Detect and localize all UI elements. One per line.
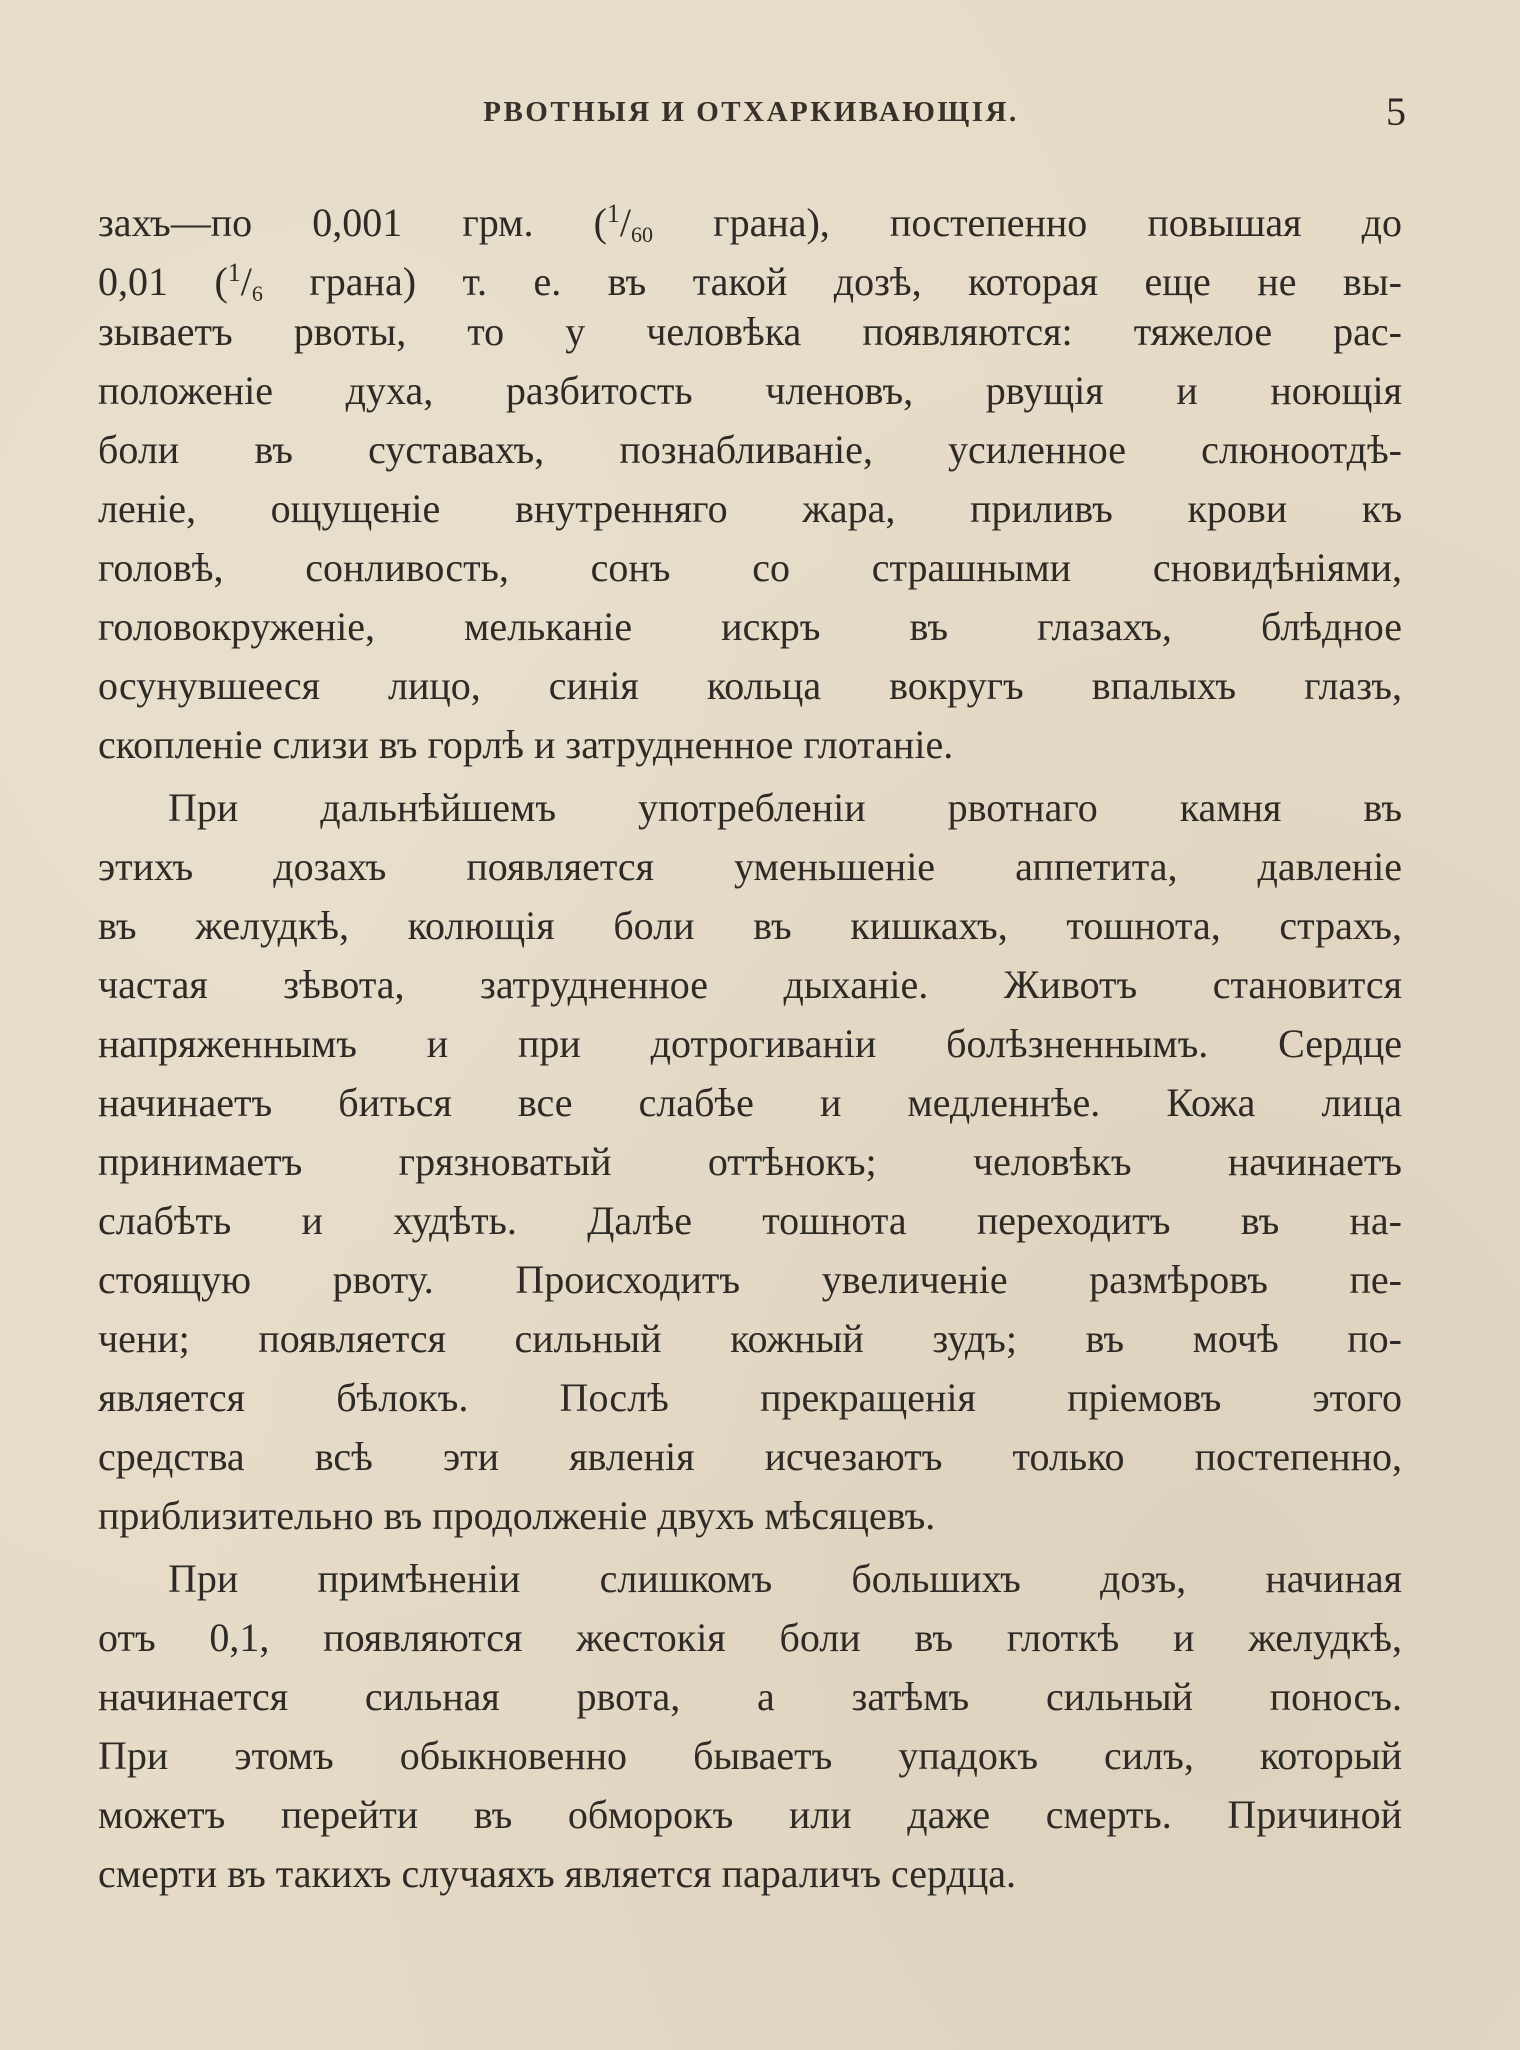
text-line: [98, 184, 1402, 247]
text-fragment: /: [240, 259, 252, 304]
text-fragment: /: [619, 200, 632, 245]
text-line: осунувшееся лицо, синія кольца вокругъ впалыхъ глазъ,: [98, 663, 1402, 708]
text-line: чени; появляется сильный кожный зудъ; въ мочѣ по-: [98, 1316, 1402, 1361]
text-fragment: грана), постепенно повышая до: [653, 200, 1402, 245]
body-text: [98, 184, 1402, 1903]
text-line: скопленіе слизи въ горлѣ и затрудненное глотаніе.: [98, 722, 954, 767]
text-line: частая зѣвота, затрудненное дыханіе. Животъ становится: [98, 962, 1402, 1007]
text-line: является бѣлокъ. Послѣ прекращенія пріемовъ этого: [98, 1375, 1402, 1420]
paragraph: [98, 778, 1402, 1545]
text-line: отъ 0,1, появляются жестокія боли въ глоткѣ и желудкѣ,: [98, 1615, 1402, 1660]
fraction-denominator: 6: [251, 281, 263, 306]
paragraph: [98, 1549, 1402, 1903]
fraction-denominator: 60: [631, 222, 654, 247]
text-line: этихъ дозахъ появляется уменьшеніе аппетита, давленіе: [98, 844, 1402, 889]
text-line: головокруженіе, мельканіе искръ въ глазахъ, блѣдное: [98, 604, 1402, 649]
text-line: можетъ перейти въ обморокъ или даже смерть. Причиной: [98, 1792, 1402, 1837]
text-line: стоящую рвоту. Происходитъ увеличеніе размѣровъ пе-: [98, 1257, 1402, 1302]
text-line: При примѣненіи слишкомъ большихъ дозъ, начиная: [168, 1556, 1402, 1601]
text-line: [98, 243, 1402, 306]
text-line: напряженнымъ и при дотрогиваніи болѣзненнымъ. Сердце: [98, 1021, 1402, 1066]
text-fragment: захъ—по 0,001 грм. (: [98, 200, 607, 245]
text-line: боли въ суставахъ, познабливаніе, усиленное слюноотдѣ-: [98, 427, 1402, 472]
text-line: головѣ, сонливость, сонъ со страшными сновидѣніями,: [98, 545, 1402, 590]
text-line: приблизительно въ продолженіе двухъ мѣсяцевъ.: [98, 1493, 936, 1538]
text-line: зываетъ рвоты, то у человѣка появляются: тяжелое рас-: [98, 309, 1402, 354]
text-line: леніе, ощущеніе внутренняго жара, приливъ крови къ: [98, 486, 1402, 531]
page-number: 5: [1386, 89, 1406, 134]
text-line: смерти въ такихъ случаяхъ является параличъ сердца.: [98, 1851, 1017, 1896]
text-line: При дальнѣйшемъ употребленіи рвотнаго камня въ: [168, 785, 1402, 830]
text-line: въ желудкѣ, колющія боли въ кишкахъ, тошнота, страхъ,: [98, 903, 1402, 948]
text-line: положеніе духа, разбитость членовъ, рвущія и ноющія: [98, 368, 1402, 413]
paragraph: [98, 184, 1402, 774]
text-line: начинаетъ биться все слабѣе и медленнѣе. Кожа лица: [98, 1080, 1402, 1125]
fraction-numerator: 1: [227, 258, 241, 287]
fraction-numerator: 1: [606, 199, 620, 228]
page-header: [96, 89, 1406, 140]
running-head: РВОТНЫЯ И ОТХАРКИВАЮЩІЯ.: [483, 96, 1019, 128]
text-line: слабѣть и худѣть. Далѣе тошнота переходитъ въ на-: [98, 1198, 1402, 1243]
text-fragment: грана) т. е. въ такой дозѣ, которая еще не вы-: [262, 259, 1402, 304]
text-fragment: 0,01 (: [98, 259, 228, 304]
text-line: принимаетъ грязноватый оттѣнокъ; человѣкъ начинаетъ: [98, 1139, 1402, 1184]
text-line: средства всѣ эти явленія исчезаютъ только постепенно,: [98, 1434, 1402, 1479]
text-line: начинается сильная рвота, а затѣмъ сильный поносъ.: [98, 1674, 1402, 1719]
text-line: При этомъ обыкновенно бываетъ упадокъ силъ, который: [98, 1733, 1402, 1778]
